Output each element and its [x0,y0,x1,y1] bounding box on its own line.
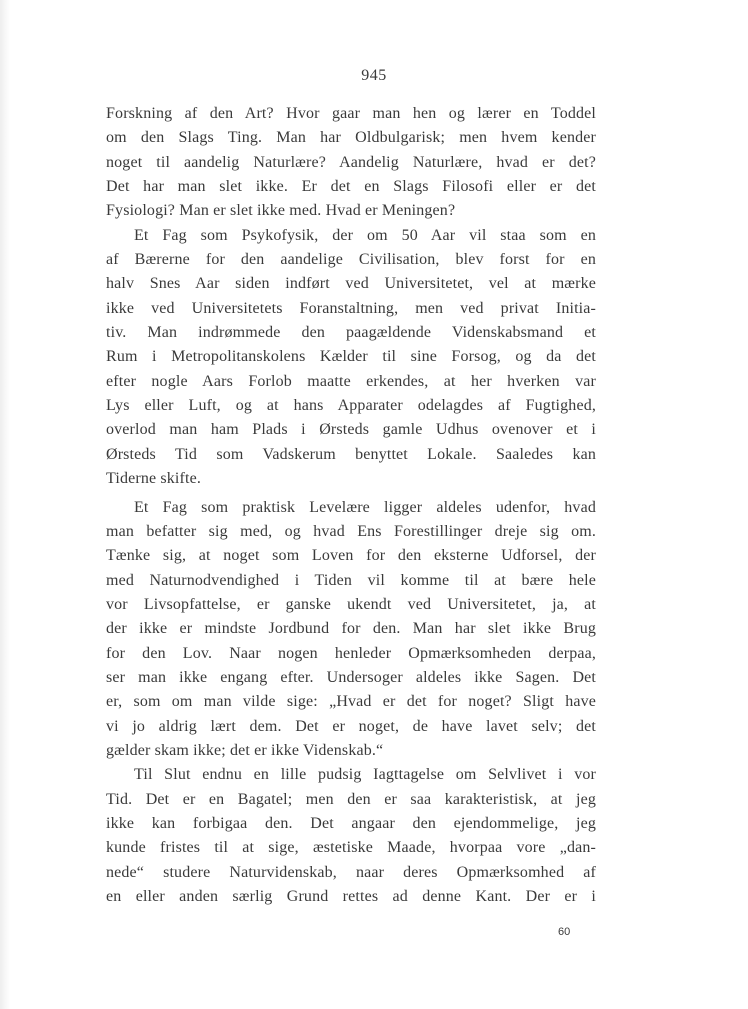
text-line: gælder skam ikke; det er ikke Videnskab.“ [106,741,384,759]
text-line: halv Snes Aar siden indført ved Universitetet, vel at mærke [106,275,596,293]
text-line: med Naturnodvendighed i Tiden vil komme til at bære hele [106,571,596,589]
page-binding-edge [0,0,10,1009]
text-line: man befatter sig med, og hvad Ens Forestillinger dreje sig om. [106,522,596,540]
text-line: Ørsteds Tid som Vadskerum benyttet Lokale. Saaledes kan [106,445,596,463]
text-line: Det har man slet ikke. Er det en Slags Filosofi eller er det [106,178,596,196]
text-line: der ikke er mindste Jordbund for den. Man har slet ikke Brug [106,620,596,638]
paragraph-start-line: Et Fag som praktisk Levelære ligger aldeles udenfor, hvad [134,498,596,516]
text-line: Tænke sig, at noget som Loven for den eksterne Udforsel, der [106,547,596,565]
text-line: Fysiologi? Man er slet ikke med. Hvad er Meningen? [106,202,456,220]
text-line: ser man ikke engang efter. Undersoger aldeles ikke Sagen. Det [106,668,596,686]
text-line: vor Livsopfattelse, er ganske ukendt ved Universitetet, ja, at [106,595,596,613]
text-line: Forskning af den Art? Hvor gaar man hen og lærer en Toddel [106,105,596,122]
text-line: Lys eller Luft, og at hans Apparater odelagdes af Fugtighed, [106,397,596,415]
paragraph-start-line: Til Slut endnu en lille pudsig Iagttagelse om Selvlivet i vor [134,766,596,784]
text-line: nede“ studere Naturvidenskab, naar deres Opmærksomhed af [106,863,596,881]
text-line: efter nogle Aars Forlob maatte erkendes, at her hverken var [106,372,596,390]
text-line: er, som om man vilde sige: „Hvad er det for noget? Sligt have [106,693,596,711]
text-line: ikke kan forbigaa den. Det angaar den ejendommelige, jeg [106,814,596,832]
text-line: en eller anden særlig Grund rettes ad denne Kant. Der er i [106,888,596,905]
body-text [106,102,596,909]
text-line: tiv. Man indrømmede den paagældende Videnskabsmand et [106,324,596,342]
text-line: vi jo aldrig lært dem. Det er noget, de have lavet selv; det [106,717,596,735]
text-line: af Bærerne for den aandelige Civilisation, blev forst for en [106,251,596,269]
text-line: for den Lov. Naar nogen henleder Opmærksomheden derpaa, [106,644,596,662]
paragraph-start-line: Et Fag som Psykofysik, der om 50 Aar vil staa som en [134,226,596,244]
text-line: ikke ved Universitetets Foranstaltning, men ved privat Initia- [106,299,596,317]
text-line: Rum i Metropolitanskolens Kælder til sine Forsog, og da det [106,348,596,366]
text-line: Tiderne skifte. [106,470,201,488]
text-line: noget til aandelig Naturlære? Aandelig Naturlære, hvad er det? [106,153,596,171]
signature-mark: 60 [558,926,571,938]
text-line: Tid. Det er en Bagatel; men den er saa karakteristisk, at jeg [106,790,596,808]
text-line: kunde fristes til at sige, æstetiske Maade, hvorpaa vore „dan- [106,839,596,857]
text-line: overlod man ham Plads i Ørsteds gamle Udhus ovenover et i [106,421,596,439]
page-number: 945 [361,67,387,84]
text-line: om den Slags Ting. Man har Oldbulgarisk; men hvem kender [106,129,596,147]
